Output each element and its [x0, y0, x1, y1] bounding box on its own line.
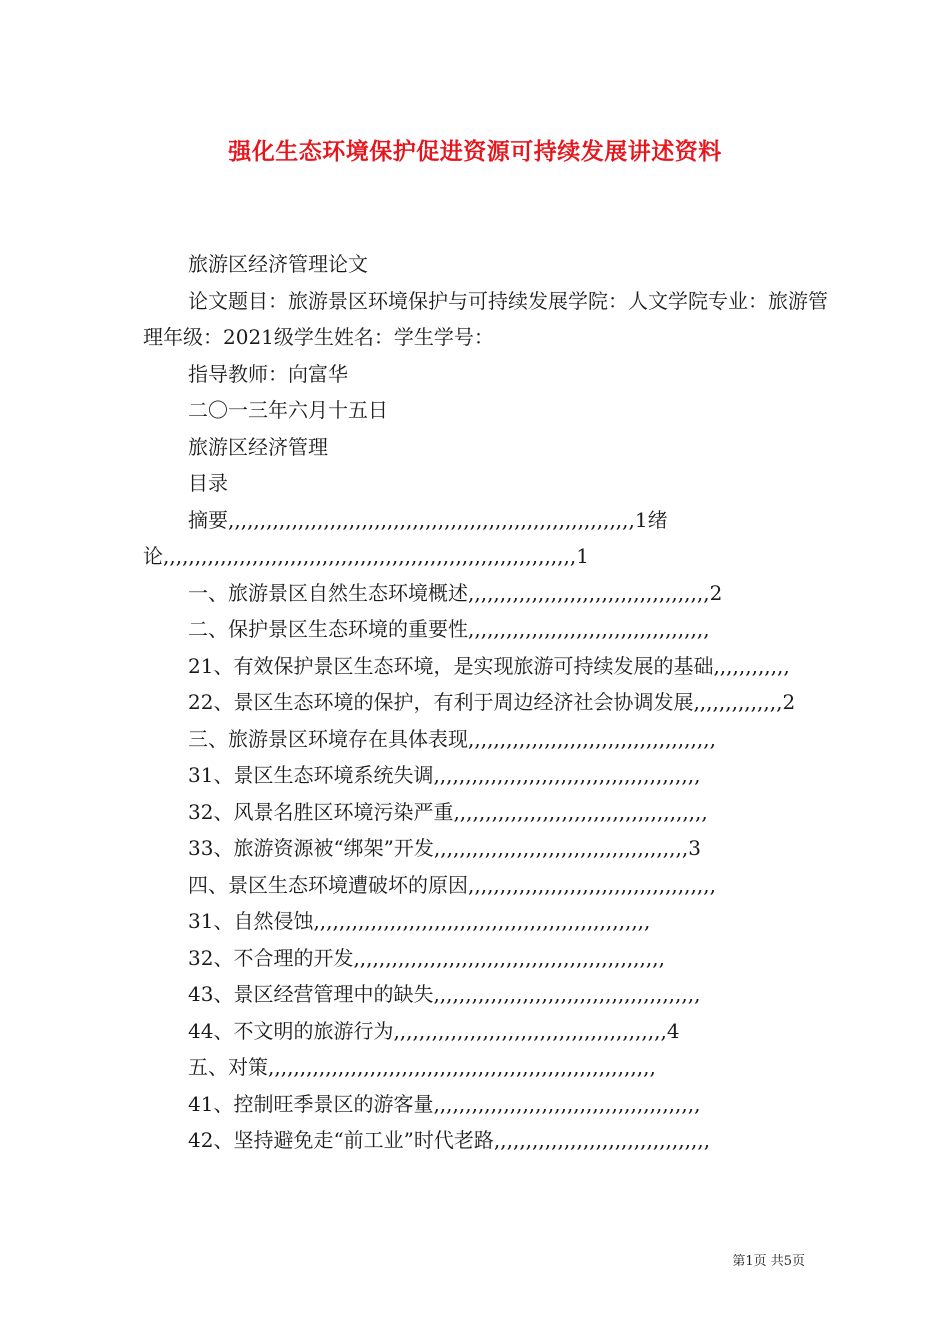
toc-entry: 32、风景名胜区环境污染严重,,,,,,,,,,,,,,,,,,,,,,,,,,,,,,,,,,,,,,,, — [188, 799, 708, 824]
document-body — [143, 246, 828, 1159]
toc-heading: 目录 — [188, 471, 228, 495]
toc-entry: 五、对策,,,,,,,,,,,,,,,,,,,,,,,,,,,,,,,,,,,,,,,,,,,,,,,,,,,,,,,,,,,,, — [188, 1055, 656, 1079]
toc-entry: 二、保护景区生态环境的重要性,,,,,,,,,,,,,,,,,,,,,,,,,,,,,,,,,,,,,, — [188, 617, 710, 641]
paragraph-course: 旅游区经济管理 — [188, 434, 328, 459]
toc-entry: 31、景区生态环境系统失调,,,,,,,,,,,,,,,,,,,,,,,,,,,,,,,,,,,,,,,,,, — [188, 763, 701, 787]
toc-entry: 42、坚持避免走“前工业”时代老路,,,,,,,,,,,,,,,,,,,,,,,,,,,,,,,,,, — [188, 1128, 711, 1152]
toc-entry: 44、不文明的旅游行为,,,,,,,,,,,,,,,,,,,,,,,,,,,,,,,,,,,,,,,,,,,4 — [188, 1018, 680, 1043]
toc-entry: 三、旅游景区环境存在具体表现,,,,,,,,,,,,,,,,,,,,,,,,,,,,,,,,,,,,,,, — [188, 726, 716, 751]
toc-entry: 32、不合理的开发,,,,,,,,,,,,,,,,,,,,,,,,,,,,,,,,,,,,,,,,,,,,,,,,, — [188, 945, 665, 970]
toc-entry: 四、景区生态环境遭破坏的原因,,,,,,,,,,,,,,,,,,,,,,,,,,,,,,,,,,,,,,, — [188, 872, 716, 897]
toc-entry: 21、有效保护景区生态环境，是实现旅游可持续发展的基础,,,,,,,,,,,, — [188, 653, 790, 678]
toc-entry: 摘要,,,,,,,,,,,,,,,,,,,,,,,,,,,,,,,,,,,,,,,,,,,,,,,,,,,,,,,,,,,,,,,,1绪论,,,,,,,,,,,,,,,,,,,,,,,,,,,,,,,,,,,,,,,,,,,,,,,,,,,,,,,,,,,,,,,,,1 — [143, 507, 668, 568]
document-title: 强化生态环境保护促进资源可持续发展讲述资料 — [228, 139, 722, 165]
toc-entry: 22、景区生态环境的保护，有利于周边经济社会协调发展,,,,,,,,,,,,,,2 — [188, 690, 796, 714]
paragraph-date: 二〇一三年六月十五日 — [188, 398, 388, 422]
toc-entry: 33、旅游资源被“绑架”开发,,,,,,,,,,,,,,,,,,,,,,,,,,,,,,,,,,,,,,,,3 — [188, 836, 701, 860]
toc-entry: 41、控制旺季景区的游客量,,,,,,,,,,,,,,,,,,,,,,,,,,,,,,,,,,,,,,,,,, — [188, 1091, 701, 1116]
toc-entry: 一、旅游景区自然生态环境概述,,,,,,,,,,,,,,,,,,,,,,,,,,,,,,,,,,,,,,2 — [188, 580, 723, 605]
paragraph-advisor: 指导教师：向富华 — [188, 361, 348, 386]
page-footer: 第1页 共5页 — [732, 1254, 805, 1269]
toc-entry: 31、自然侵蚀,,,,,,,,,,,,,,,,,,,,,,,,,,,,,,,,,,,,,,,,,,,,,,,,,,,,, — [188, 909, 651, 933]
paragraph-subject: 旅游区经济管理论文 — [188, 252, 368, 276]
paragraph-thesis-info: 论文题目：旅游景区环境保护与可持续发展学院：人文学院专业：旅游管理年级：2021级学生姓名：学生学号： — [143, 288, 828, 349]
toc-entry: 43、景区经营管理中的缺失,,,,,,,,,,,,,,,,,,,,,,,,,,,,,,,,,,,,,,,,,, — [188, 982, 701, 1006]
